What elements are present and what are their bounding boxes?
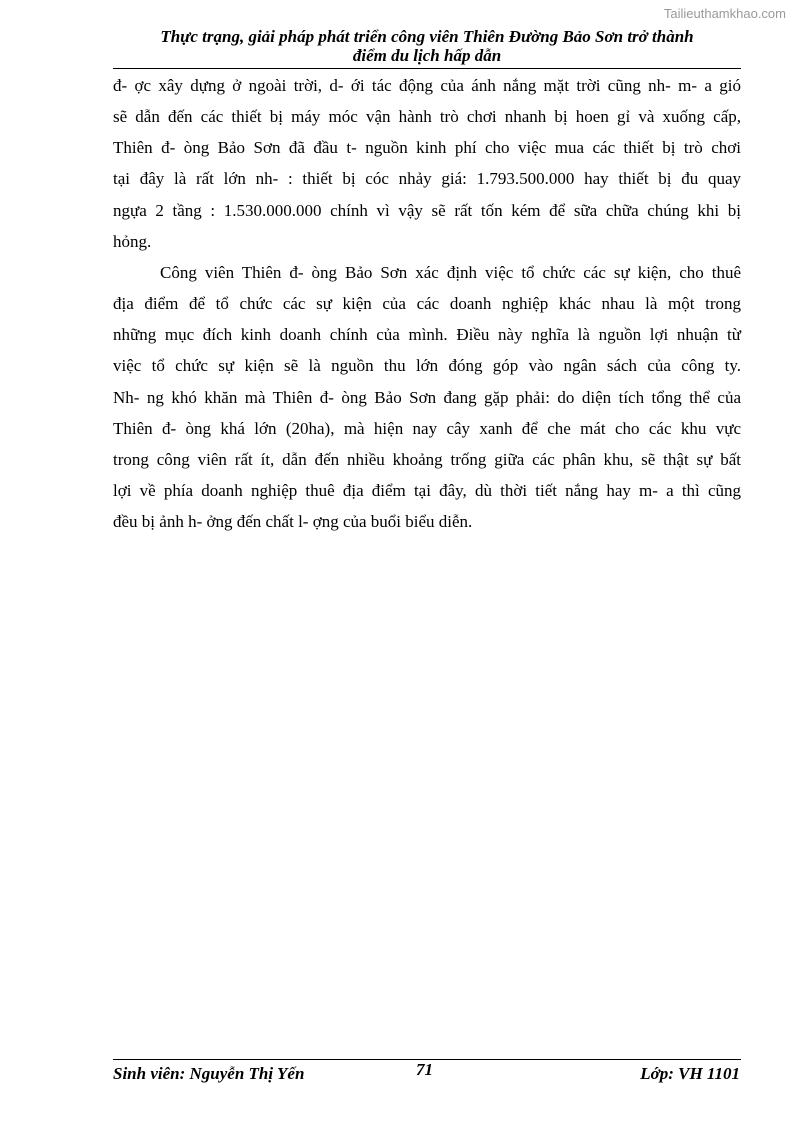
- text-line: việc tổ chức sự kiện sẽ là nguồn thu lớn đóng góp vào ngân sách của công ty.: [113, 356, 741, 375]
- text-line: Công viên Thiên đ- òng Bảo Sơn xác định việc tổ chức các sự kiện, cho thuê: [160, 263, 741, 282]
- watermark: Tailieuthamkhao.com: [663, 6, 786, 21]
- header-title-line-2: điểm du lịch hấp dẫn: [352, 46, 502, 65]
- text-line: trong công viên rất ít, dẫn đến nhiều khoảng trống giữa các phân khu, sẽ thật sự bất: [113, 450, 741, 469]
- text-line: Thiên đ- òng Bảo Sơn đã đầu t- nguồn kinh phí cho việc mua các thiết bị trò chơi: [113, 138, 741, 157]
- text-line: ngựa 2 tầng : 1.530.000.000 chính vì vậy sẽ rất tốn kém để sữa chữa chúng khi bị: [113, 201, 741, 220]
- text-line: sẽ dẫn đến các thiết bị máy móc vận hành trò chơi nhanh bị hoen gỉ và xuống cấp,: [113, 107, 741, 126]
- page-number: 71: [416, 1060, 433, 1079]
- text-line: đ- ợc xây dựng ở ngoài trời, d- ới tác động của ánh nắng mặt trời cũng nh- m- a gió: [113, 76, 741, 95]
- text-line: lợi về phía doanh nghiệp thuê địa điểm tại đây, dù thời tiết nắng hay m- a thì cũng: [113, 481, 741, 500]
- page-header-title: [113, 27, 741, 65]
- text-line: địa điểm để tổ chức các sự kiện của các doanh nghiệp khác nhau là một trong: [113, 294, 741, 313]
- header-title-line-1: Thực trạng, giải pháp phát triển công viên Thiên Đường Bảo Sơn trở thành: [160, 27, 694, 46]
- text-line: tại đây là rất lớn nh- : thiết bị cóc nhảy giá: 1.793.500.000 hay thiết bị đu quay: [113, 169, 741, 188]
- text-line: đều bị ảnh h- ởng đến chất l- ợng của buổi biểu diễn.: [113, 512, 473, 531]
- footer-class: Lớp: VH 1101: [640, 1064, 740, 1083]
- footer-student: Sinh viên: Nguyễn Thị Yến: [113, 1064, 305, 1083]
- text-line: những mục đích kinh doanh chính của mình. Điều này nghĩa là nguồn lợi nhuận từ: [113, 325, 741, 344]
- header-divider: [113, 68, 741, 69]
- text-line: Nh- ng khó khăn mà Thiên đ- òng Bảo Sơn đang gặp phải: do diện tích tổng thể của: [113, 388, 741, 407]
- text-line: Thiên đ- òng khá lớn (20ha), mà hiện nay cây xanh để che mát cho các khu vực: [113, 419, 741, 438]
- text-line: hỏng.: [113, 232, 152, 251]
